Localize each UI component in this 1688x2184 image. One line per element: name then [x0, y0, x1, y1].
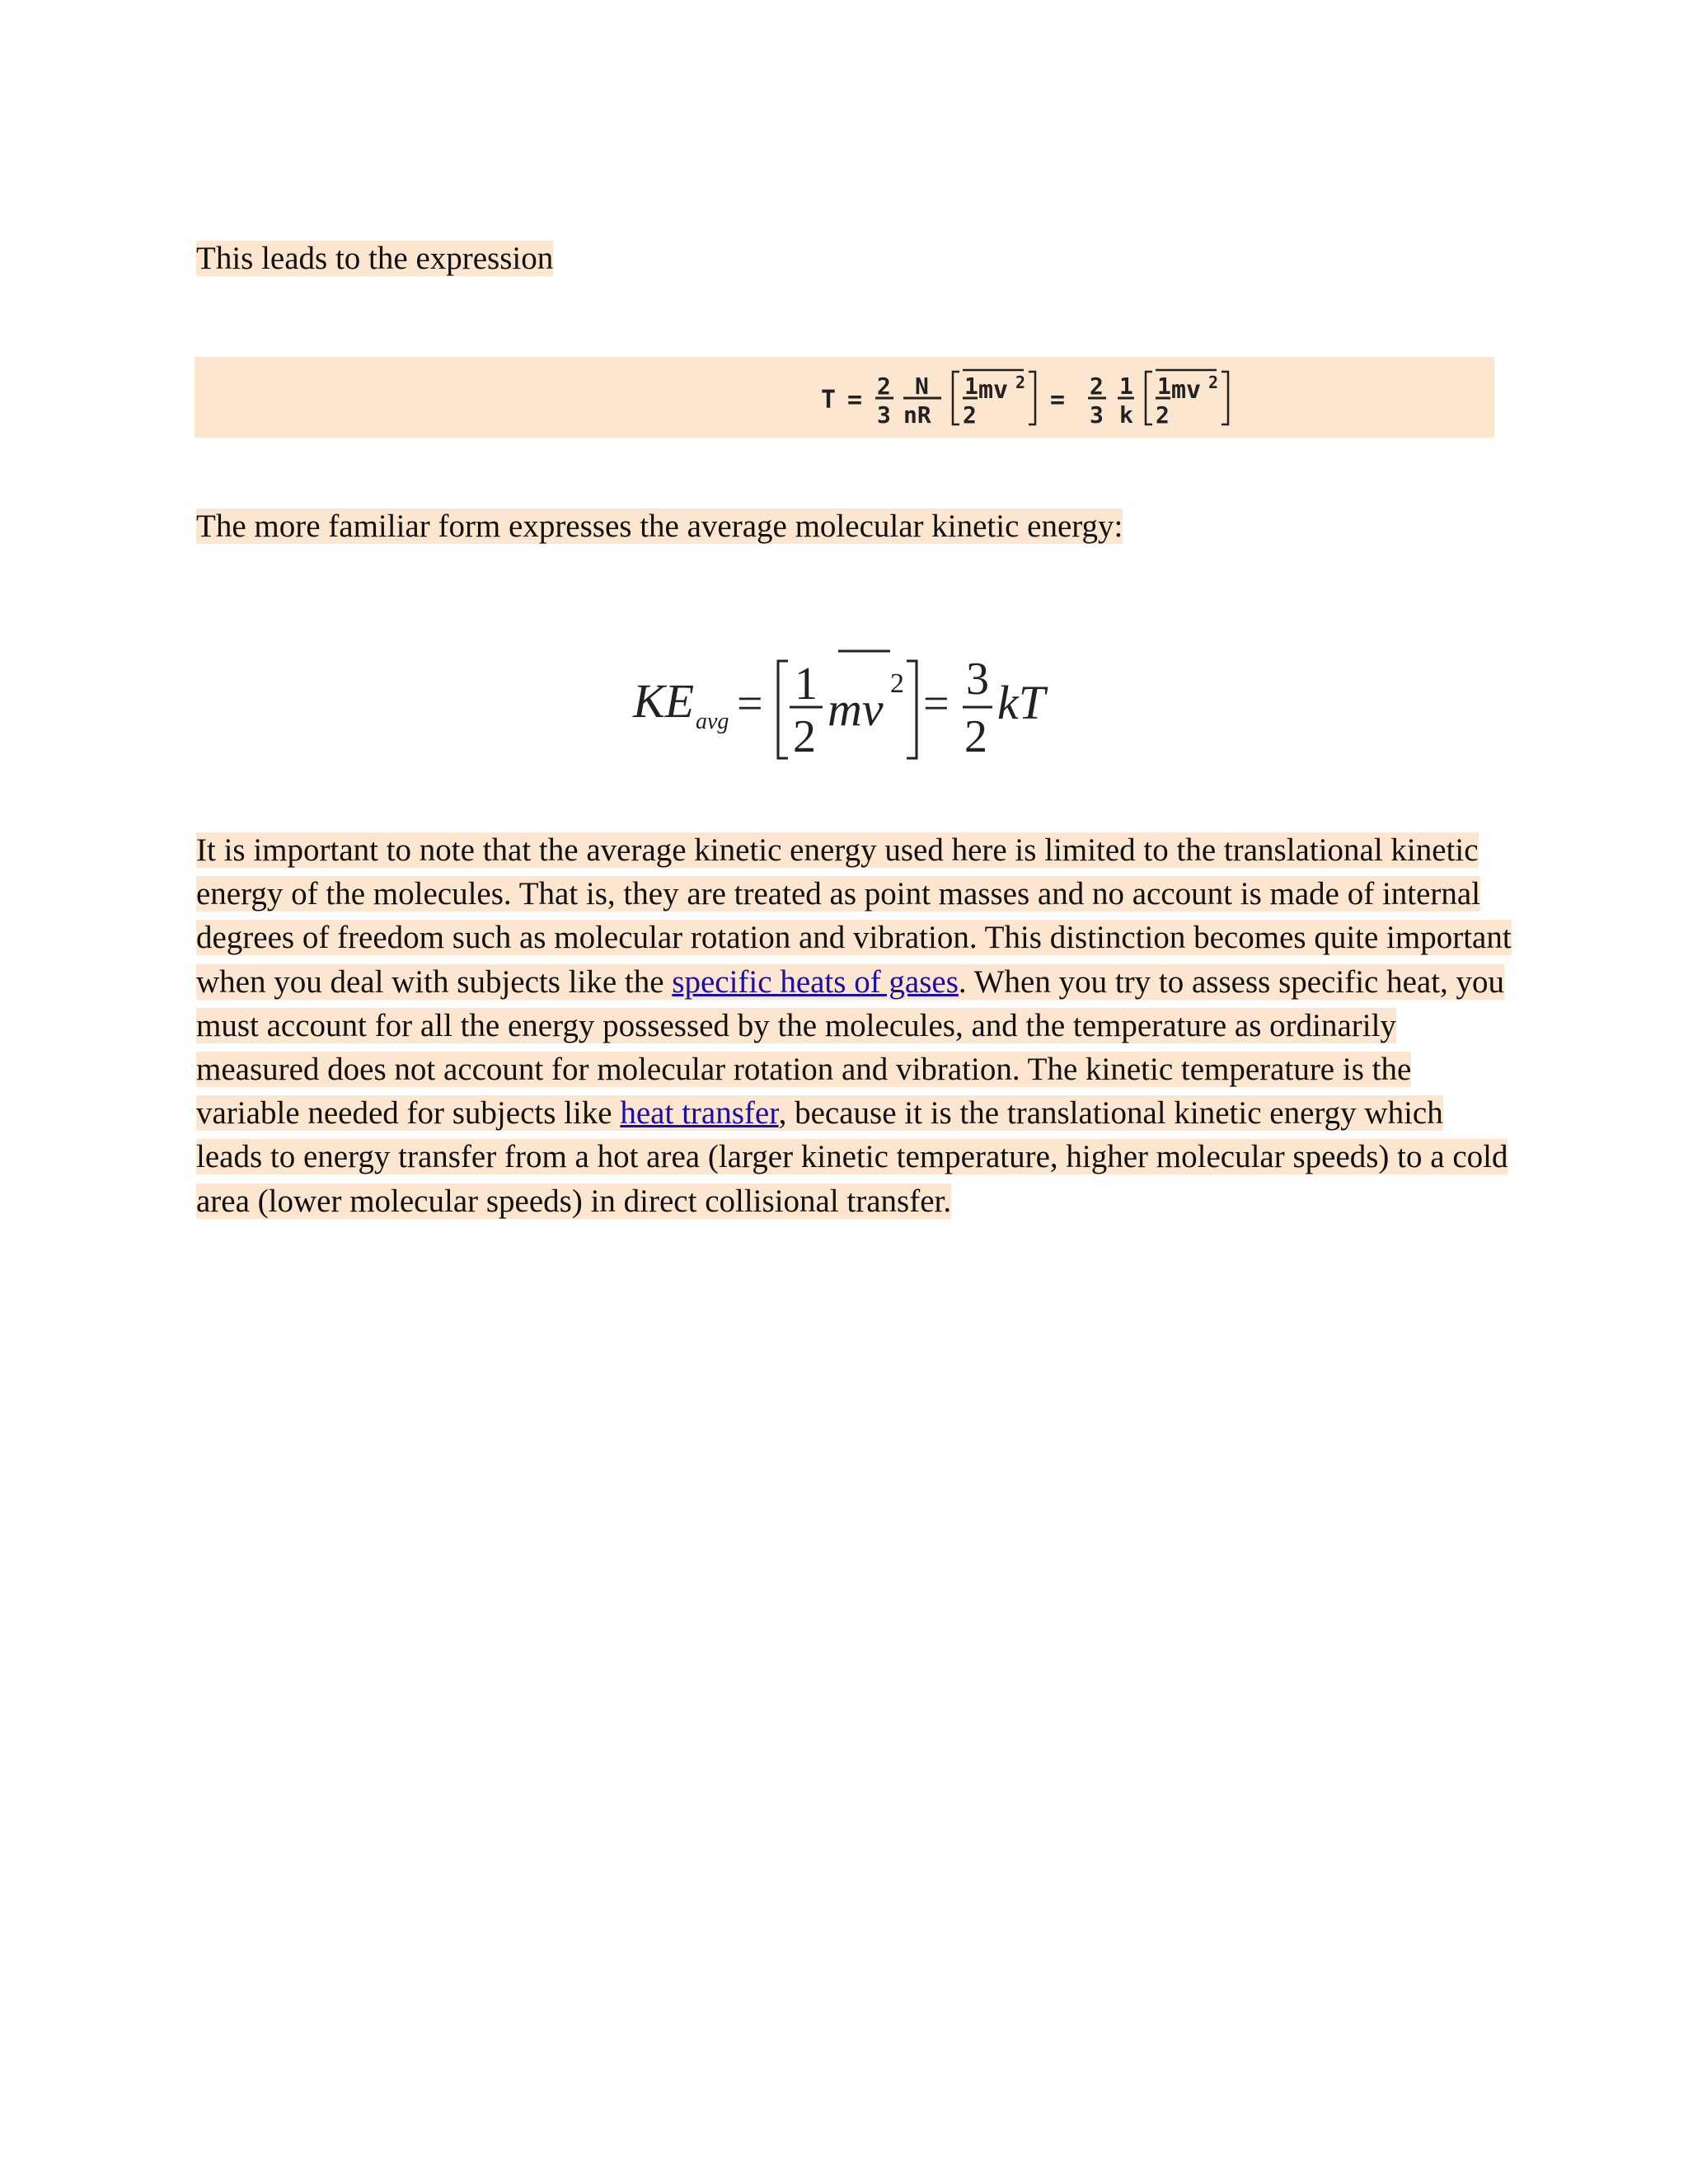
familiar-form-text: The more familiar form expresses the average molecular kinetic energy: — [196, 509, 1123, 544]
eq2-subscript: avg — [696, 709, 729, 734]
temperature-equation — [818, 357, 1263, 438]
eq2-kt: kT — [997, 676, 1045, 729]
eq2-ke: KE — [633, 674, 695, 728]
eq1-frac2-den: nR — [903, 401, 931, 429]
eq1-b1-den: 2 — [963, 401, 977, 429]
eq1-frac3-num: 2 — [1090, 373, 1104, 400]
eq2-equals: = — [737, 678, 763, 729]
p3-text-3: , because it is the translational kinetic energy which leads to energy transfer from a hot area (larger kinetic temperature, higher molecular speeds) to a cold area (lower molecular speeds) in direct collisional transfer. — [196, 1095, 1508, 1219]
eq2-frac-den: 2 — [793, 711, 816, 762]
eq2-frac2-den: 2 — [964, 711, 987, 762]
eq1-equals-2: = — [1050, 386, 1066, 415]
eq1-b2-num: 1 — [1157, 373, 1171, 400]
eq1-frac4-num: 1 — [1119, 373, 1133, 400]
intro-paragraph — [196, 237, 553, 280]
eq2-term: mv — [828, 682, 884, 736]
eq1-frac2-num: N — [915, 373, 929, 400]
familiar-form-paragraph — [196, 504, 1123, 548]
eq1-lhs: T — [821, 386, 837, 415]
eq2-frac2-num: 3 — [966, 654, 989, 705]
kinetic-energy-equation — [630, 626, 1124, 775]
eq1-b2-den: 2 — [1156, 401, 1170, 429]
eq1-b1-term: mv — [978, 376, 1009, 405]
eq1-frac1-num: 2 — [877, 373, 891, 400]
heat-transfer-link[interactable]: heat transfer — [620, 1095, 779, 1132]
eq1-b1-num: 1 — [964, 373, 978, 400]
eq1-b2-square: 2 — [1208, 373, 1219, 392]
translational-energy-paragraph — [196, 828, 1515, 1223]
p3-text-1: It is important to note that the average kinetic energy used here is limited to the translational kinetic energy of the molecules. That is, they are treated as point masses and no account is made of internal degrees of freedom such as molecular rotation and vibration. This distinction becomes quite important when you deal with subjects like the — [196, 832, 1512, 1000]
eq2-frac-num: 1 — [795, 658, 818, 710]
p3-text-2: . When you try to assess specific heat, you must account for all the energy possessed by the molecules, and the temperature as ordinarily measured does not account for molecular rotation and vibration. The kinetic temperature is the variable needed for subjects like — [196, 963, 1505, 1132]
specific-heats-link[interactable]: specific heats of gases — [672, 963, 959, 1000]
eq1-b2-term: mv — [1171, 376, 1202, 405]
eq1-frac1-den: 3 — [877, 401, 891, 429]
eq2-equals-2: = — [923, 678, 950, 729]
eq1-b1-square: 2 — [1015, 373, 1026, 392]
eq1-equals: = — [847, 386, 863, 415]
eq2-square: 2 — [890, 668, 904, 699]
eq1-frac4-den: k — [1119, 401, 1133, 429]
eq1-frac3-den: 3 — [1090, 401, 1104, 429]
intro-text: This leads to the expression — [196, 241, 554, 276]
temperature-equation-box — [195, 357, 1494, 438]
